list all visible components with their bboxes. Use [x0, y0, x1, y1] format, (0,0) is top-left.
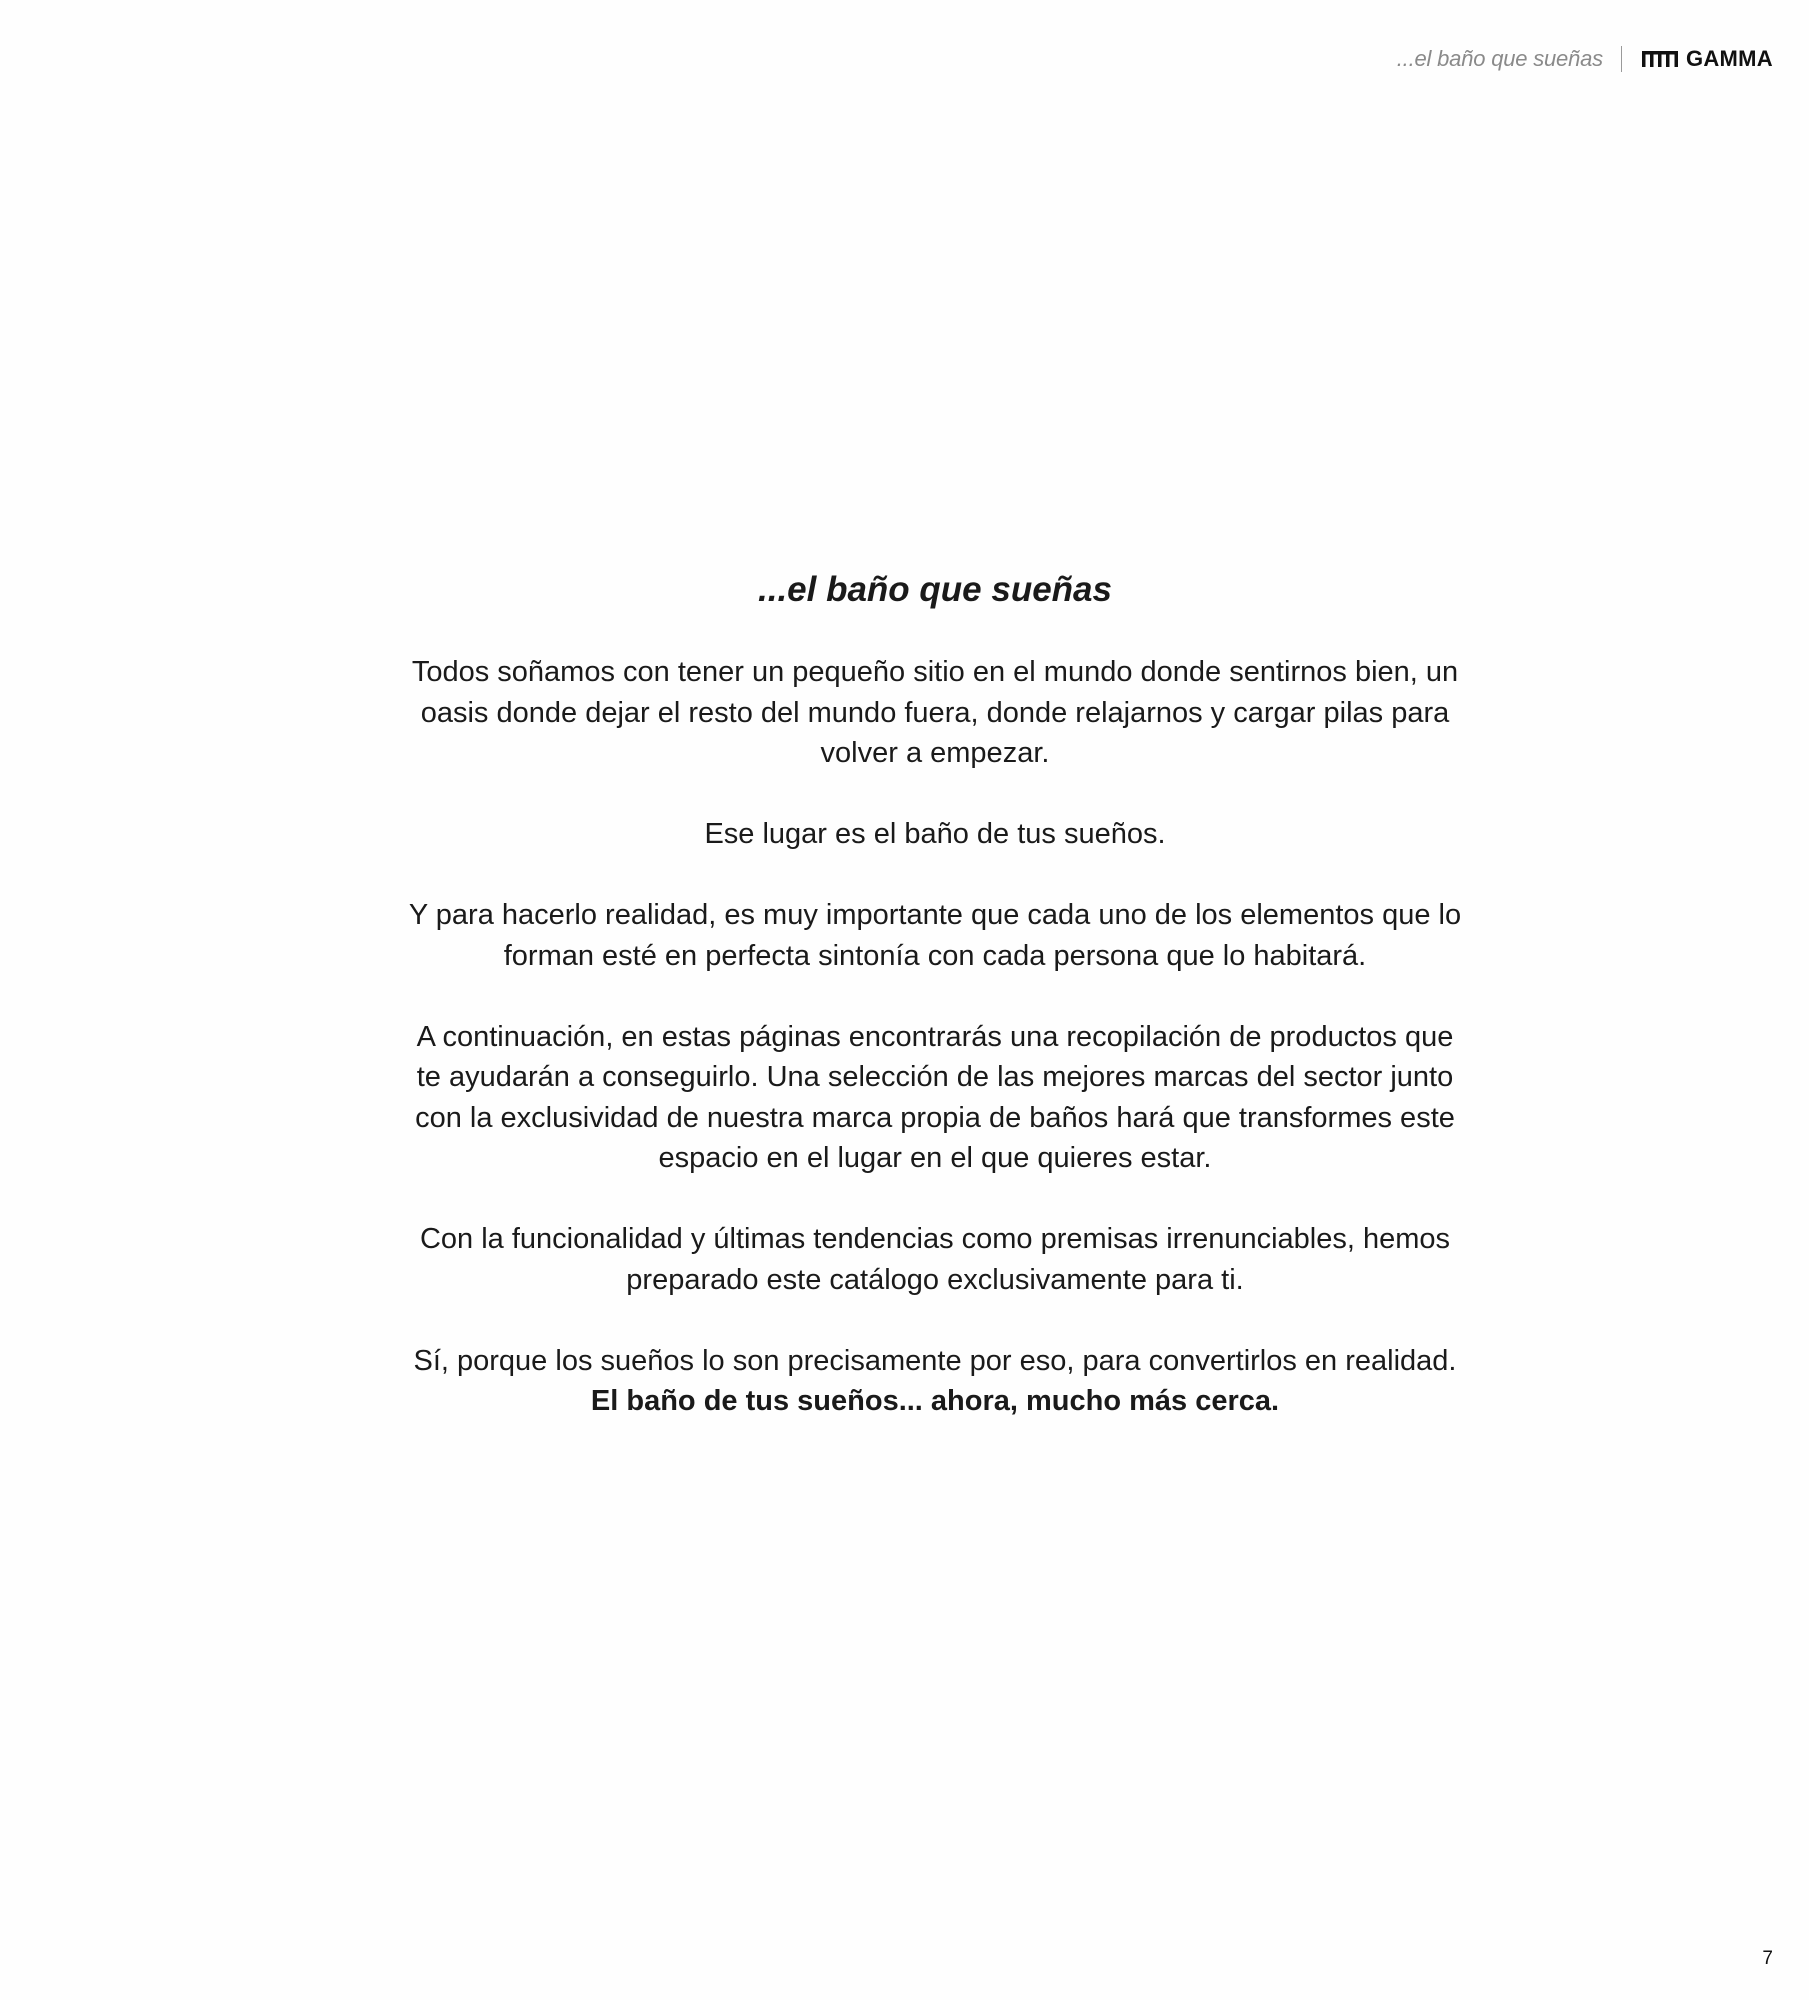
gamma-logo-icon [1642, 51, 1678, 67]
brand [1642, 46, 1773, 72]
page-header [1397, 44, 1773, 74]
paragraph: Con la funcionalidad y últimas tendencias como premisas irrenunciables, hemos preparado este catálogo exclusivamente para ti. [419, 1223, 1451, 1296]
paragraph: Ese lugar es el baño de tus sueños. [704, 818, 1166, 850]
page-title: ...el baño que sueñas [758, 570, 1112, 609]
main-content [404, 568, 1466, 1462]
paragraph: A continuación, en estas páginas encontrarás una recopilación de productos que te ayudarán a conseguirlo. Una selección de las mejores marcas del sector junto con la exclusividad de nuestra marca propia de baños hará que transformes este espacio en el lugar en el que quieres estar. [415, 1020, 1455, 1174]
paragraph: Y para hacerlo realidad, es muy importante que cada uno de los elementos que lo forman esté en perfecta sintonía con cada persona que lo habitará. [408, 899, 1462, 972]
closing-paragraph [404, 1341, 1466, 1422]
page-number: 7 [1762, 1948, 1773, 1969]
header-divider [1621, 46, 1622, 72]
header-tagline: ...el baño que sueñas [1396, 46, 1603, 71]
paragraph: Todos soñamos con tener un pequeño sitio en el mundo donde sentirnos bien, un oasis donde dejar el resto del mundo fuera, donde relajarnos y cargar pilas para volver a empezar. [411, 656, 1459, 769]
brand-name: GAMMA [1685, 46, 1773, 71]
closing-text: Sí, porque los sueños lo son precisamente por eso, para convertirlos en realidad. [413, 1344, 1457, 1377]
closing-bold-text: El baño de tus sueños... ahora, mucho más cerca. [590, 1385, 1280, 1417]
